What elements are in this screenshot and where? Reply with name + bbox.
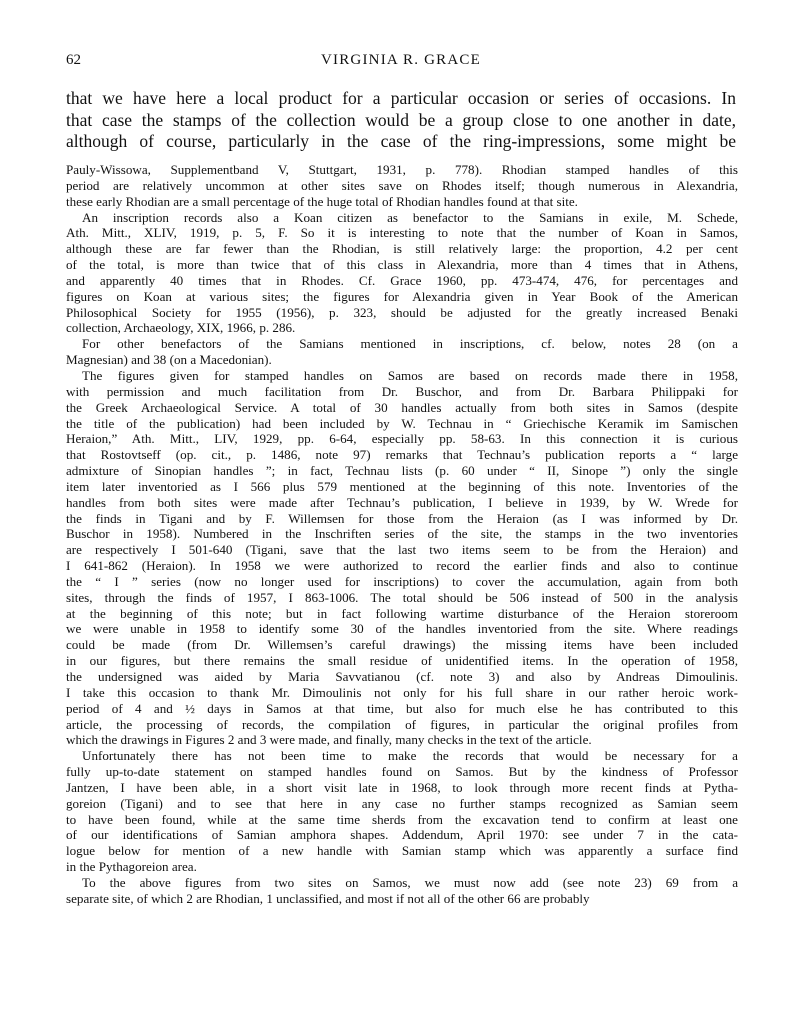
footnote-paragraph — [66, 875, 738, 907]
footnote-line: in the Pythagoreion area. — [66, 859, 197, 875]
footnote-paragraph — [66, 162, 738, 210]
footnote-line: I 641-862 (Heraion). In 1958 we were authorized to record the earlier finds and also to continue — [66, 558, 738, 574]
footnote-line: Jantzen, I have been able, in a short visit late in 1968, to look through more recent finds at Pytha- — [66, 779, 738, 795]
body-line: although of course, particularly in the case of the ring-impressions, some might be — [66, 131, 736, 151]
body-line: that case the stamps of the collection would be a group close to one another in date, — [66, 109, 736, 130]
footnote-line: Pauly-Wissowa, Supplementband V, Stuttgart, 1931, p. 778). Rhodian stamped handles of this — [66, 162, 738, 177]
footnote-line: of our identifications of Samian amphora shapes. Addendum, April 1970: see under 7 in the cata- — [66, 827, 738, 843]
footnote-line: admixture of Sinopian handles ”; in fact, Technau lists (p. 60 under “ II, Sinope ”) only the single — [66, 463, 738, 479]
footnote-line: article, the processing of records, the compilation of figures, in particular the original profiles from — [66, 716, 738, 732]
footnote-line: Buschor in 1958). Numbered in the Inschriften series of the site, the stamps in the two inventories — [66, 526, 738, 542]
footnote-line: are respectively I 501-640 (Tigani, save that the last two items seem to be from the Heraion) and — [66, 542, 738, 558]
footnote-line: although these are far fewer than the Rhodian, is still relatively large: the proportion, 4.2 per cent — [66, 241, 738, 257]
footnote-line: which the drawings in Figures 2 and 3 were made, and finally, many checks in the text of the article. — [66, 732, 592, 748]
footnote-line: handles from both sites were made after Technau’s publication, I believe in 1939, by W. Wrede for — [66, 494, 738, 510]
body-line: that we have here a local product for a particular occasion or series of occasions. In — [66, 88, 736, 108]
body-paragraph — [66, 88, 736, 153]
footnote-line: that Rostovtseff (op. cit., p. 1486, note 97) remarks that Technau’s publication reports a “ large — [66, 447, 738, 463]
footnote-line: in our figures, but there remains the small residue of unidentified items. In the operation of 1958, — [66, 653, 738, 669]
footnotes — [66, 162, 738, 907]
footnote-line: with permission and much facilitation from Dr. Buschor, and from Dr. Barbara Philippaki for — [66, 383, 738, 399]
footnote-line: Ath. Mitt., XLIV, 1919, p. 5, F. So it is interesting to note that the number of Koan in Samos, — [66, 225, 738, 241]
footnote-line: and apparently 40 times that in Rhodes. Cf. Grace 1960, pp. 473-474, 476, for percentages and — [66, 272, 738, 288]
footnote-line: item later inventoried as I 566 plus 579 mentioned at the beginning of this note. Inventories of the — [66, 478, 738, 494]
footnote-line: Unfortunately there has not been time to make the records that would be necessary for a — [82, 748, 738, 764]
page-header — [66, 52, 736, 72]
footnote-paragraph — [66, 748, 738, 875]
footnote-line: could be made (from Dr. Willemsen’s careful drawings) the missing items have been included — [66, 637, 738, 653]
footnote-line: these early Rhodian are a small percentage of the huge total of Rhodian handles found at that site. — [66, 193, 578, 209]
footnote-line: separate site, of which 2 are Rhodian, 1 unclassified, and most if not all of the other 66 are probably — [66, 890, 590, 906]
footnote-line: Philosophical Society for 1955 (1956), p. 323, should be adjusted for the greatly increased Benaki — [66, 304, 738, 320]
footnote-line: period are relatively uncommon at other sites save on Rhodes itself; though numerous in Alexandria, — [66, 177, 738, 193]
footnote-line: the finds in Tigani and by F. Willemsen for those from the Heraion (as I was informed by Dr. — [66, 510, 738, 526]
footnote-line: To the above figures from two sites on Samos, we must now add (see note 23) 69 from a — [82, 874, 738, 890]
footnote-line: fully up-to-date statement on stamped handles found on Samos. But by the kindness of Professor — [66, 764, 738, 780]
footnote-line: An inscription records also a Koan citizen as benefactor to the Samians in exile, M. Schede, — [82, 209, 738, 225]
footnote-line: of the total, is more than twice that of this class in Alexandria, more than 4 times that in Athens, — [66, 257, 738, 273]
footnote-line: at the beginning of this note; but in fact following wartime disturbance of the Heraion storeroom — [66, 605, 738, 621]
footnote-line: logue below for mention of a new handle with Samian stamp which was apparently a surface find — [66, 843, 738, 859]
footnote-paragraph — [66, 210, 738, 337]
footnote-line: we were unable in 1958 to identify some 30 of the handles inventoried from the site. Where readings — [66, 621, 738, 637]
footnote-line: The figures given for stamped handles on Samos are based on records made there in 1958, — [82, 367, 738, 383]
footnote-paragraph — [66, 336, 738, 368]
footnote-line: the “ I ” series (now no longer used for inscriptions) to cover the accumulation, again from both — [66, 573, 738, 589]
footnote-line: sites, through the finds of 1957, I 863-1006. The total should be 506 instead of 500 in the analysis — [66, 589, 738, 605]
footnote-line: the undersigned was aided by Maria Savvatianou (cf. note 3) and also by Andreas Dimoulinis. — [66, 669, 738, 684]
footnote-line: I take this occasion to thank Mr. Dimoulinis not only for his full share in our rather heroic work- — [66, 684, 738, 700]
footnote-line: the Greek Archaeological Service. A total of 30 handles actually from both sites in Samos (despite — [66, 399, 738, 415]
page-number: 62 — [66, 52, 81, 68]
footnote-line: goreion (Tigani) and to see that here in any case no further stamps recognized as Samian seem — [66, 795, 738, 811]
footnote-line: the title of the publication) had been included by W. Technau in “ Griechische Keramik im Samischen — [66, 415, 738, 431]
footnote-paragraph — [66, 368, 738, 748]
footnote-line: period of 4 and ½ days in Samos at that time, but also for much else he has contributed to this — [66, 700, 738, 716]
footnote-line: figures on Koan at various sites; the figures for Alexandria given in Year Book of the American — [66, 288, 738, 304]
running-head: VIRGINIA R. GRACE — [321, 52, 481, 68]
footnote-line: Magnesian) and 38 (on a Macedonian). — [66, 352, 272, 368]
footnote-line: For other benefactors of the Samians mentioned in inscriptions, cf. below, notes 28 (on a — [82, 336, 738, 352]
footnote-line: to have been found, while at the same time sherds from the excavation tend to confirm at least one — [66, 811, 738, 827]
footnote-line: Heraion,” Ath. Mitt., LIV, 1929, pp. 6-64, especially pp. 58-63. In this connection it is curious — [66, 431, 738, 447]
footnote-line: collection, Archaeology, XIX, 1966, p. 286. — [66, 320, 296, 336]
